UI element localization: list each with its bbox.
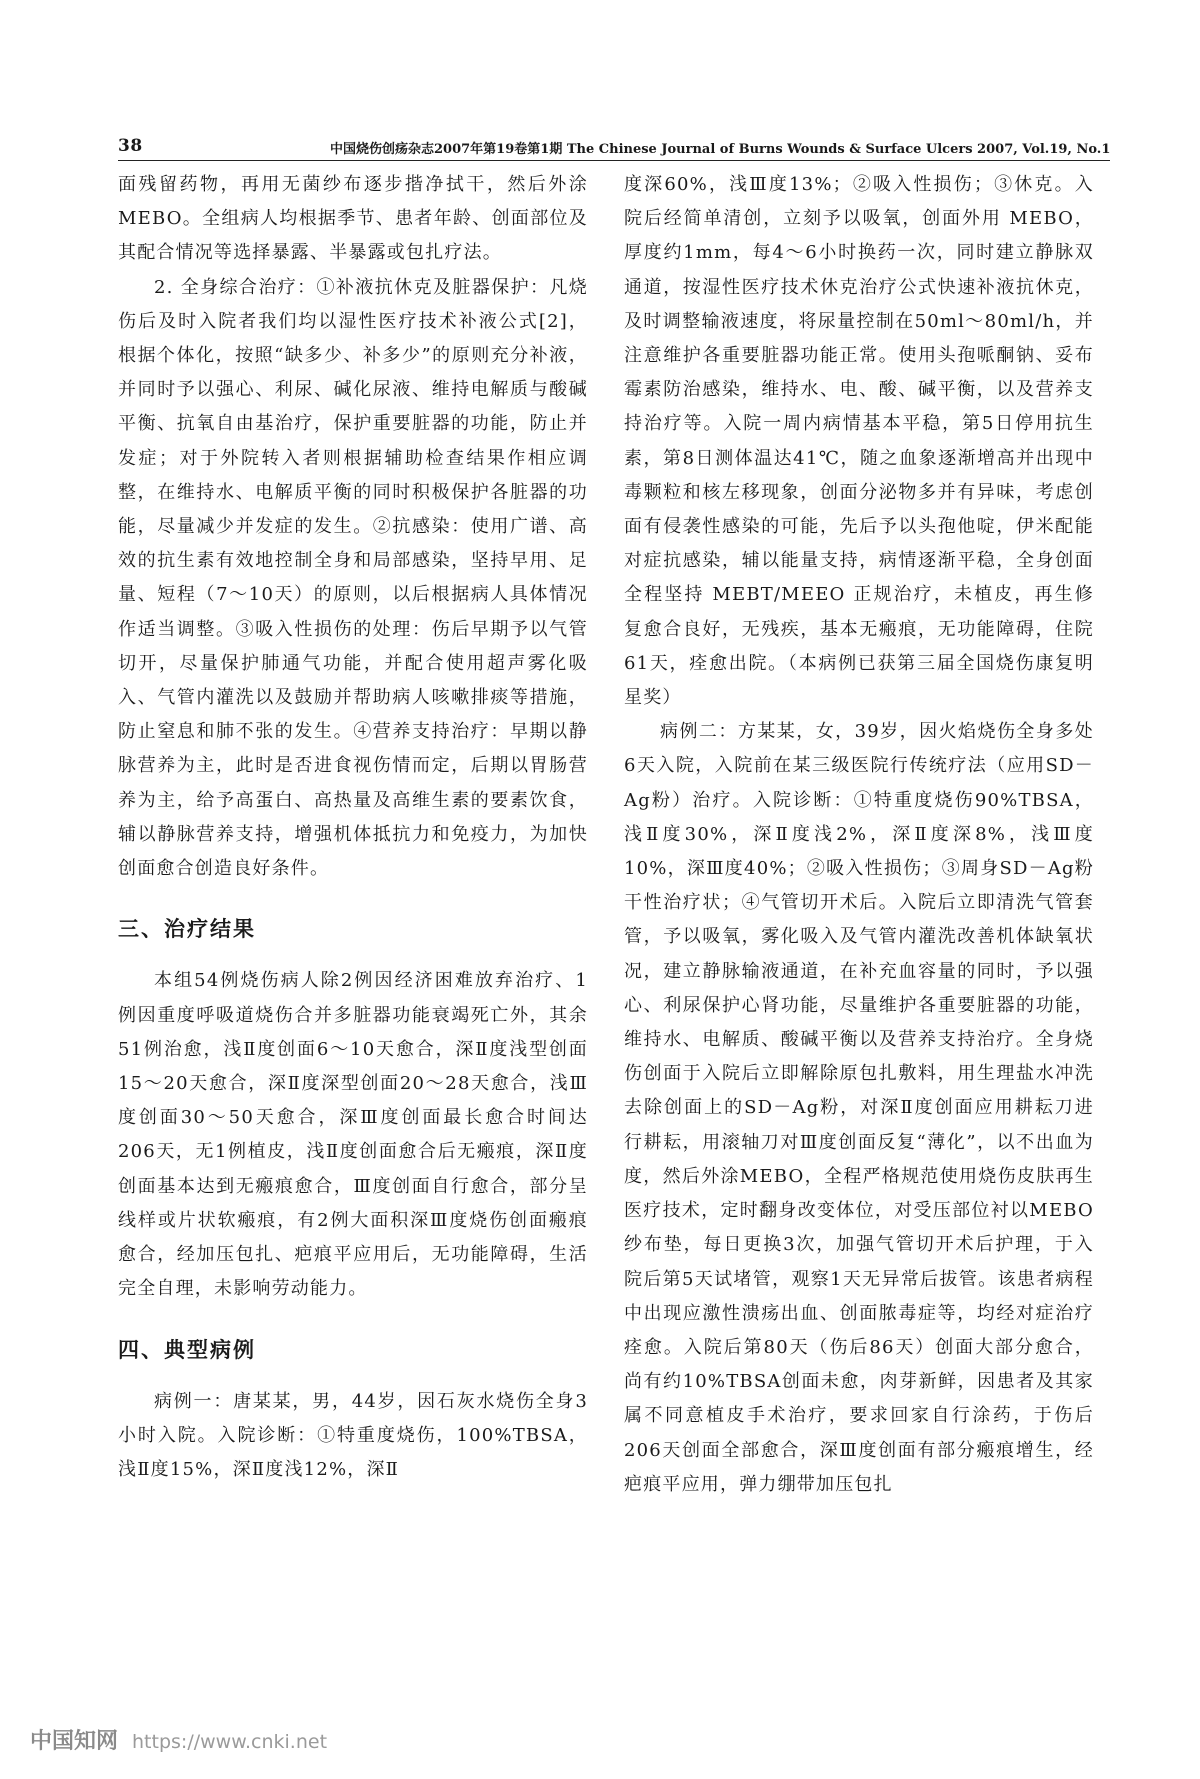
watermark-url[interactable]: https://www.cnki.net: [132, 1731, 328, 1753]
running-head: 中国烧伤创疡杂志2007年第19卷第1期 The Chinese Journal of Burns Wounds & Surface Ulcers 2007, Vol.19, No.1: [330, 142, 1110, 157]
right-column: [624, 168, 1094, 1502]
paragraph: 本组54例烧伤病人除2例因经济困难放弃治疗、1例因重度呼吸道烧伤合并多脏器功能衰竭死亡外，其余51例治愈，浅Ⅱ度创面6～10天愈合，深Ⅱ度浅型创面15～20天愈合，深Ⅱ度深型创面20～28天愈合，浅Ⅲ度创面30～50天愈合，深Ⅲ度创面最长愈合时间达206天，无1例植皮，浅Ⅱ度创面愈合后无瘢痕，深Ⅱ度创面基本达到无瘢痕愈合，Ⅲ度创面自行愈合，部分呈线样或片状软瘢痕，有2例大面积深Ⅲ度烧伤创面瘢痕愈合，经加压包扎、疤痕平应用后，无功能障碍，生活完全自理，未影响劳动能力。: [118, 970, 588, 1300]
watermark-brand: 中国知网: [30, 1729, 119, 1754]
paragraph: 面残留药物，再用无菌纱布逐步揩净拭干，然后外涂 MEBO。全组病人均根据季节、患者年龄、创面部位及其配合情况等选择暴露、半暴露或包扎疗法。: [118, 174, 588, 264]
section-heading: 四、典型病例: [118, 1337, 256, 1362]
paragraph: 度深60%，浅Ⅲ度13%；②吸入性损伤；③休克。入院后经简单清创，立刻予以吸氧，创面外用 MEBO，厚度约1mm，每4～6小时换药一次，同时建立静脉双通道，按湿性医疗技术休克治疗公式快速补液抗休克，及时调整输液速度，将尿量控制在50ml～80ml/h，并注意维护各重要脏器功能正常。使用头孢哌酮钠、妥布霉素防治感染，维持水、电、酸、碱平衡，以及营养支持治疗等。入院一周内病情基本平稳，第5日停用抗生素，第8日测体温达41℃，随之血象逐渐增高并出现中毒颗粒和核左移现象，创面分泌物多并有异味，考虑创面有侵袭性感染的可能，先后予以头孢他啶，伊米配能对症抗感染，辅以能量支持，病情逐渐平稳，全身创面全程坚持 MEBT/MEEO 正规治疗，未植皮，再生修复愈合良好，无残疾，基本无瘢痕，无功能障碍，住院61天，痊愈出院。（本病例已获第三届全国烧伤康复明星奖）: [624, 174, 1094, 709]
page-number: 38: [118, 136, 143, 156]
left-column: [118, 168, 588, 1487]
paragraph: 病例一：唐某某，男，44岁，因石灰水烧伤全身3小时入院。入院诊断：①特重度烧伤，100%TBSA，浅Ⅱ度15%，深Ⅱ度浅12%，深Ⅱ: [118, 1390, 588, 1481]
header-rule: [118, 160, 1110, 161]
paragraph: 病例二：方某某，女，39岁，因火焰烧伤全身多处6天入院，入院前在某三级医院行传统疗法（应用SD－Ag粉）治疗。入院诊断：①特重度烧伤90%TBSA，浅Ⅱ度30%，深Ⅱ度浅2%，深Ⅱ度深8%，浅Ⅲ度10%，深Ⅲ度40%；②吸入性损伤；③周身SD－Ag粉干性治疗状；④气管切开术后。入院后立即清洗气管套管，予以吸氧，雾化吸入及气管内灌洗改善机体缺氧状况，建立静脉输液通道，在补充血容量的同时，予以强心、利尿保护心肾功能，尽量维护各重要脏器的功能，维持水、电解质、酸碱平衡以及营养支持治疗。全身烧伤创面于入院后立即解除原包扎敷料，用生理盐水冲洗去除创面上的SD－Ag粉，对深Ⅱ度创面应用耕耘刀进行耕耘，用滚轴刀对Ⅲ度创面反复“薄化”，以不出血为度，然后外涂MEBO，全程严格规范使用烧伤皮肤再生医疗技术，定时翻身改变体位，对受压部位衬以MEBO纱布垫，每日更换3次，加强气管切开术后护理，于入院后第5天试堵管，观察1天无异常后拔管。该患者病程中出现应激性溃疡出血、创面脓毒症等，均经对症治疗痊愈。入院后第80天（伤后86天）创面大部分愈合，尚有约10%TBSA创面未愈，肉芽新鲜，因患者及其家属不同意植皮手术治疗，要求回家自行涂药，于伤后206天创面全部愈合，深Ⅲ度创面有部分瘢痕增生，经疤痕平应用，弹力绷带加压包扎: [624, 721, 1094, 1495]
cnki-watermark: [30, 1724, 327, 1755]
paragraph: 2. 全身综合治疗：①补液抗休克及脏器保护：凡烧伤后及时入院者我们均以湿性医疗技术补液公式[2]，根据个体化，按照“缺多少、补多少”的原则充分补液，并同时予以强心、利尿、碱化尿液、维持电解质与酸碱平衡、抗氧自由基治疗，保护重要脏器的功能，防止并发症；对于外院转入者则根据辅助检查结果作相应调整，在维持水、电解质平衡的同时积极保护各脏器的功能，尽量减少并发症的发生。②抗感染：使用广谱、高效的抗生素有效地控制全身和局部感染，坚持早用、足量、短程（7～10天）的原则，以后根据病人具体情况作适当调整。③吸入性损伤的处理：伤后早期予以气管切开，尽量保护肺通气功能，并配合使用超声雾化吸入、气管内灌洗以及鼓励并帮助病人咳嗽排痰等措施，防止窒息和肺不张的发生。④营养支持治疗：早期以静脉营养为主，此时是否进食视伤情而定，后期以胃肠营养为主，给予高蛋白、高热量及高维生素的要素饮食，辅以静脉营养支持，增强机体抵抗力和免疫力，为加快创面愈合创造良好条件。: [118, 276, 588, 880]
section-heading: 三、治疗结果: [118, 917, 256, 942]
